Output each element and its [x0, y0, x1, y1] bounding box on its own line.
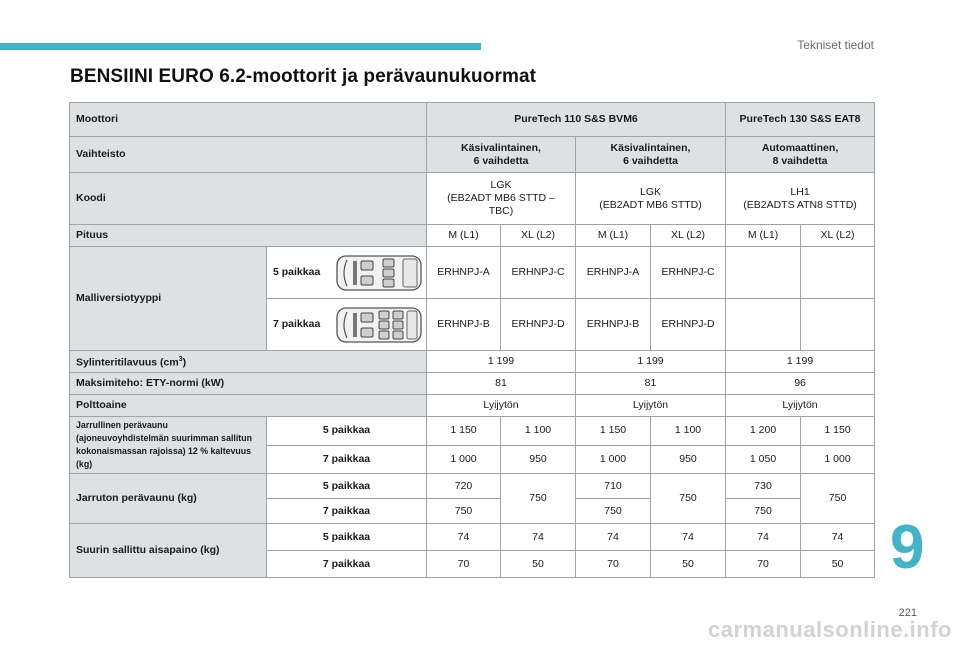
- fuel-label: Polttoaine: [70, 395, 427, 417]
- nose-cell: 74: [501, 524, 576, 551]
- braked-7-seats: 7 paikkaa: [267, 445, 427, 474]
- nose-cell: 50: [651, 551, 726, 578]
- displacement-sup: 3: [178, 356, 183, 364]
- gearbox-1: Käsivalintainen, 6 vaihdetta: [427, 137, 576, 173]
- length-cell: XL (L2): [801, 225, 875, 247]
- braked-5-seats: 5 paikkaa: [267, 417, 427, 446]
- braked-label: Jarrullinen perävaunu (ajoneuvoyhdistelmän suurimman sallitun kokonaismassan rajoissa) 12 % kaltevuus (kg): [70, 417, 267, 474]
- row-engine: [70, 103, 875, 137]
- braked-cell: 1 000: [576, 445, 651, 474]
- braked-cell: 1 050: [726, 445, 801, 474]
- model-cell: [726, 247, 801, 299]
- gearbox-label: Vaihteisto: [70, 137, 427, 173]
- braked-cell: 1 100: [501, 417, 576, 446]
- engine-2: PureTech 130 S&S EAT8: [726, 103, 875, 137]
- nose-cell: 74: [726, 524, 801, 551]
- row-unbraked-5: [70, 474, 875, 499]
- unbraked-cell: 750: [726, 499, 801, 524]
- fuel-2: Lyijytön: [576, 395, 726, 417]
- spec-table: [69, 102, 875, 578]
- row-power: [70, 373, 875, 395]
- seats-7-label: 7 paikkaa: [273, 318, 321, 330]
- power-3: 96: [726, 373, 875, 395]
- braked-cell: 950: [501, 445, 576, 474]
- van-7-seat-icon: [335, 304, 423, 346]
- van-5-seat-icon: [335, 252, 423, 294]
- unbraked-7-seats: 7 paikkaa: [267, 499, 427, 524]
- accent-bar: [0, 43, 481, 50]
- length-cell: M (L1): [427, 225, 501, 247]
- displacement-label-text: Sylinteritilavuus (cm: [76, 356, 179, 369]
- braked-cell: 1 150: [801, 417, 875, 446]
- model-cell: ERHNPJ-A: [576, 247, 651, 299]
- model-cell: ERHNPJ-D: [651, 299, 726, 351]
- power-2: 81: [576, 373, 726, 395]
- row-fuel: [70, 395, 875, 417]
- nose-5-seats: 5 paikkaa: [267, 524, 427, 551]
- code-2: LGK (EB2ADT MB6 STTD): [576, 173, 726, 225]
- unbraked-cell: 710: [576, 474, 651, 499]
- braked-cell: 950: [651, 445, 726, 474]
- displacement-1: 1 199: [427, 351, 576, 373]
- displacement-label: [70, 351, 427, 373]
- nose-cell: 70: [427, 551, 501, 578]
- model-label: Malliversiotyyppi: [70, 247, 267, 351]
- displacement-3: 1 199: [726, 351, 875, 373]
- model-cell: ERHNPJ-C: [501, 247, 576, 299]
- row-braked-5: [70, 417, 875, 446]
- row-nose-5: [70, 524, 875, 551]
- model-cell: ERHNPJ-D: [501, 299, 576, 351]
- unbraked-cell: 750: [576, 499, 651, 524]
- displacement-2: 1 199: [576, 351, 726, 373]
- nose-cell: 50: [501, 551, 576, 578]
- braked-cell: 1 200: [726, 417, 801, 446]
- unbraked-5-seats: 5 paikkaa: [267, 474, 427, 499]
- length-label: Pituus: [70, 225, 427, 247]
- chapter-number: 9: [890, 513, 925, 582]
- fuel-3: Lyijytön: [726, 395, 875, 417]
- unbraked-cell: 730: [726, 474, 801, 499]
- braked-cell: 1 100: [651, 417, 726, 446]
- power-1: 81: [427, 373, 576, 395]
- model-cell: [801, 299, 875, 351]
- row-code: [70, 173, 875, 225]
- model-cell: ERHNPJ-A: [427, 247, 501, 299]
- displacement-close: ): [182, 356, 187, 369]
- model-5-seat-cell: [267, 247, 427, 299]
- nose-cell: 74: [651, 524, 726, 551]
- unbraked-xl-cell: 750: [801, 474, 875, 524]
- braked-cell: 1 000: [801, 445, 875, 474]
- braked-cell: 1 000: [427, 445, 501, 474]
- page-title: BENSIINI EURO 6.2-moottorit ja perävaunukuormat: [70, 66, 537, 87]
- fuel-1: Lyijytön: [427, 395, 576, 417]
- unbraked-cell: 750: [427, 499, 501, 524]
- model-cell: ERHNPJ-B: [576, 299, 651, 351]
- unbraked-xl-cell: 750: [501, 474, 576, 524]
- nose-label: Suurin sallittu aisapaino (kg): [70, 524, 267, 578]
- model-cell: ERHNPJ-B: [427, 299, 501, 351]
- row-displacement: [70, 351, 875, 373]
- gearbox-2: Käsivalintainen, 6 vaihdetta: [576, 137, 726, 173]
- model-7-seat-cell: [267, 299, 427, 351]
- model-cell: [801, 247, 875, 299]
- code-label: Koodi: [70, 173, 427, 225]
- length-cell: M (L1): [726, 225, 801, 247]
- nose-7-seats: 7 paikkaa: [267, 551, 427, 578]
- row-length: [70, 225, 875, 247]
- code-1: LGK (EB2ADT MB6 STTD – TBC): [427, 173, 576, 225]
- length-cell: XL (L2): [651, 225, 726, 247]
- row-model-5: [70, 247, 875, 299]
- braked-cell: 1 150: [427, 417, 501, 446]
- section-title: Tekniset tiedot: [797, 38, 874, 52]
- nose-cell: 74: [801, 524, 875, 551]
- engine-1: PureTech 110 S&S BVM6: [427, 103, 726, 137]
- power-label: Maksimiteho: ETY-normi (kW): [70, 373, 427, 395]
- gearbox-3: Automaattinen, 8 vaihdetta: [726, 137, 875, 173]
- model-cell: [726, 299, 801, 351]
- page-number: 221: [898, 607, 917, 619]
- watermark: carmanualsonline.info: [708, 617, 952, 642]
- row-gearbox: [70, 137, 875, 173]
- unbraked-cell: 720: [427, 474, 501, 499]
- seats-5-label: 5 paikkaa: [273, 266, 321, 278]
- nose-cell: 70: [726, 551, 801, 578]
- unbraked-label: Jarruton perävaunu (kg): [70, 474, 267, 524]
- nose-cell: 74: [576, 524, 651, 551]
- unbraked-xl-cell: 750: [651, 474, 726, 524]
- code-3: LH1 (EB2ADTS ATN8 STTD): [726, 173, 875, 225]
- engine-label: Moottori: [70, 103, 427, 137]
- nose-cell: 74: [427, 524, 501, 551]
- nose-cell: 70: [576, 551, 651, 578]
- model-cell: ERHNPJ-C: [651, 247, 726, 299]
- length-cell: M (L1): [576, 225, 651, 247]
- nose-cell: 50: [801, 551, 875, 578]
- braked-cell: 1 150: [576, 417, 651, 446]
- length-cell: XL (L2): [501, 225, 576, 247]
